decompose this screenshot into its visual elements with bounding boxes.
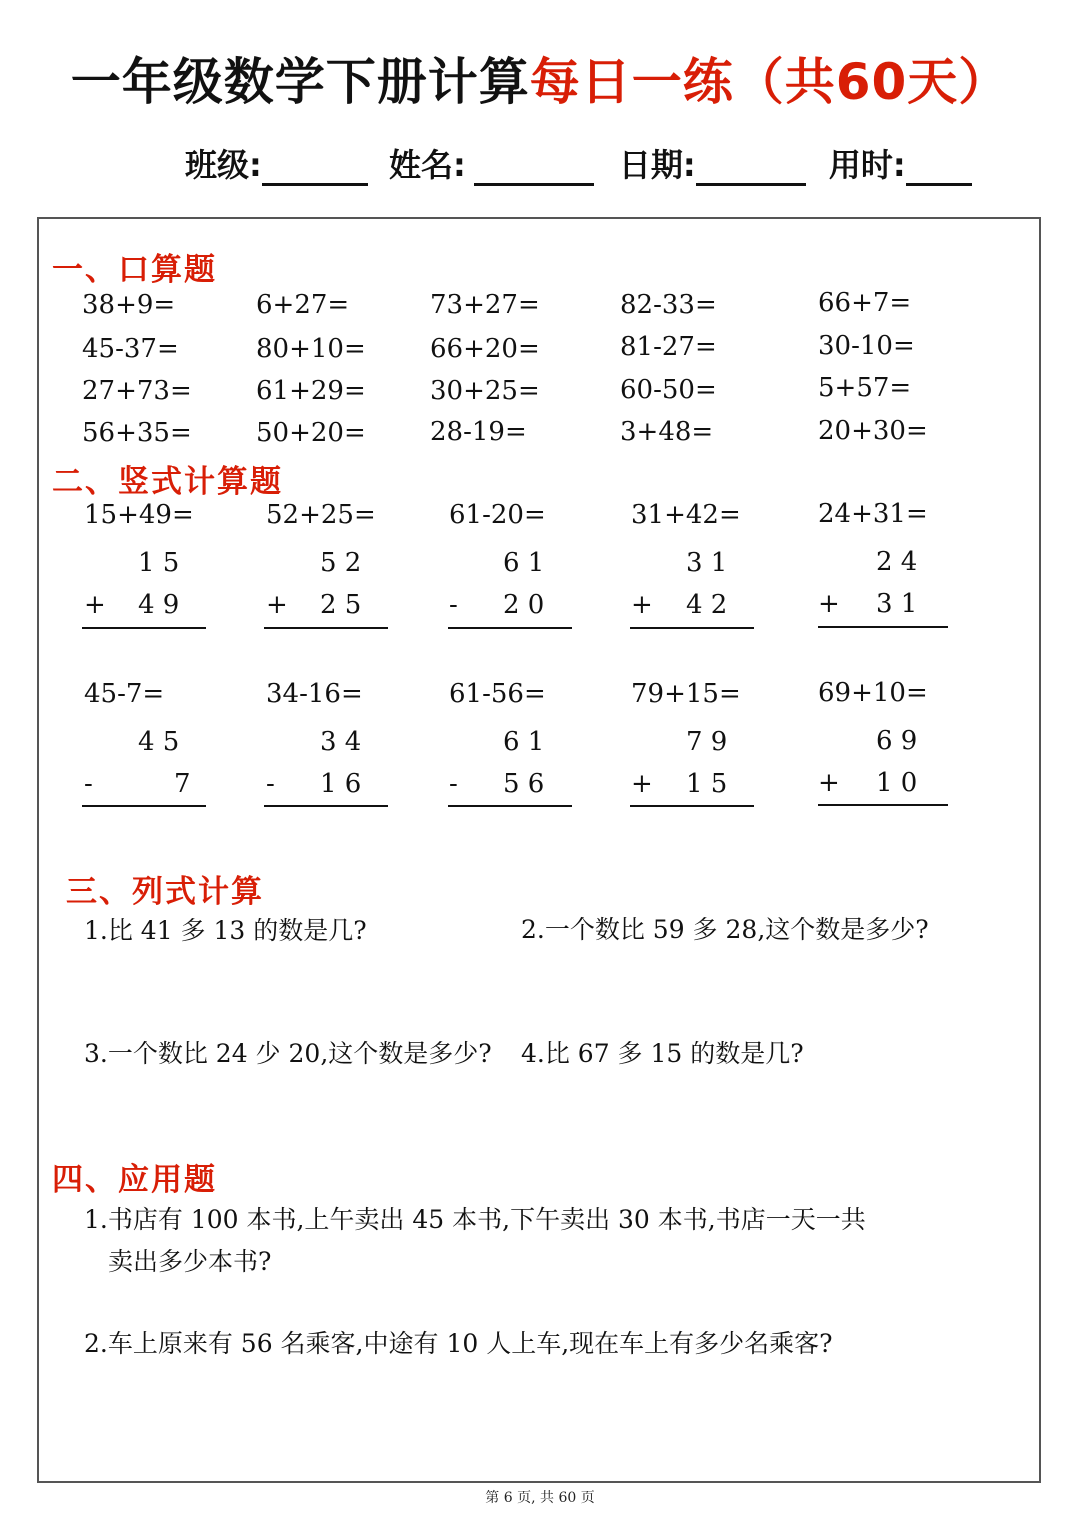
vertical-top-digits: 3 4 <box>320 727 362 757</box>
date-label: 日期: <box>618 146 696 184</box>
vertical-expression: 52+25= <box>266 500 376 530</box>
mental-item: 5+57= <box>818 373 912 403</box>
expression-question: 3.一个数比 24 少 20,这个数是多少? <box>84 1039 492 1068</box>
vertical-expression: 31+42= <box>631 500 741 530</box>
vertical-operator: - <box>266 769 275 799</box>
vertical-top-digits: 6 9 <box>876 726 918 756</box>
vertical-expression: 15+49= <box>84 500 194 530</box>
word-problem-line: 卖出多少本书? <box>108 1247 272 1276</box>
vertical-bottom-digits: 7 <box>174 769 191 799</box>
time-blank[interactable] <box>906 149 972 186</box>
answer-line <box>818 626 948 628</box>
mental-item: 66+7= <box>818 288 912 318</box>
mental-item: 30+25= <box>430 376 540 406</box>
answer-line <box>818 804 948 806</box>
mental-item: 61+29= <box>256 376 366 406</box>
expression-question: 4.比 67 多 15 的数是几? <box>521 1039 804 1068</box>
date-blank[interactable] <box>696 149 806 186</box>
vertical-expression: 61-20= <box>449 500 546 530</box>
vertical-bottom-digits: 1 0 <box>876 768 918 798</box>
vertical-expression: 79+15= <box>631 679 741 709</box>
vertical-expression: 61-56= <box>449 679 546 709</box>
mental-item: 38+9= <box>82 290 176 320</box>
vertical-expression: 45-7= <box>84 679 165 709</box>
page-footer: 第 6 页, 共 60 页 <box>485 1490 595 1506</box>
vertical-operator: + <box>818 768 840 798</box>
expression-question: 1.比 41 多 13 的数是几? <box>84 916 367 945</box>
vertical-expression: 24+31= <box>818 499 928 529</box>
vertical-expression: 34-16= <box>266 679 363 709</box>
word-problem-line: 1.书店有 100 本书,上午卖出 45 本书,下午卖出 30 本书,书店一天一共 <box>84 1205 866 1234</box>
vertical-top-digits: 3 1 <box>686 548 728 578</box>
vertical-top-digits: 1 5 <box>138 548 180 578</box>
mental-item: 27+73= <box>82 376 192 406</box>
mental-item: 66+20= <box>430 334 540 364</box>
vertical-expression: 69+10= <box>818 678 928 708</box>
title-red: 每日一练（共60天） <box>529 53 1010 111</box>
time-label: 用时: <box>828 146 906 184</box>
answer-line <box>448 627 572 629</box>
vertical-top-digits: 7 9 <box>686 727 728 757</box>
name-label: 姓名: <box>388 146 466 184</box>
vertical-operator: + <box>631 769 653 799</box>
worksheet-frame <box>37 217 1041 1483</box>
answer-line <box>448 805 572 807</box>
mental-item: 56+35= <box>82 418 192 448</box>
answer-line <box>630 805 754 807</box>
vertical-operator: + <box>84 590 106 620</box>
vertical-bottom-digits: 2 5 <box>320 590 362 620</box>
section2-heading: 二、竖式计算题 <box>52 464 283 500</box>
mental-item: 60-50= <box>620 375 717 405</box>
title-black: 一年级数学下册计算 <box>70 53 530 111</box>
mental-item: 80+10= <box>256 334 366 364</box>
mental-item: 20+30= <box>818 416 928 446</box>
expression-question: 2.一个数比 59 多 28,这个数是多少? <box>521 915 929 944</box>
mental-item: 50+20= <box>256 418 366 448</box>
mental-item: 81-27= <box>620 332 717 362</box>
word-problem-line: 2.车上原来有 56 名乘客,中途有 10 人上车,现在车上有多少名乘客? <box>84 1329 833 1358</box>
vertical-bottom-digits: 1 5 <box>686 769 728 799</box>
answer-line <box>82 627 206 629</box>
mental-item: 3+48= <box>620 417 714 447</box>
vertical-operator: + <box>818 589 840 619</box>
vertical-top-digits: 4 5 <box>138 727 180 757</box>
vertical-operator: - <box>84 769 93 799</box>
mental-item: 28-19= <box>430 417 527 447</box>
mental-item: 6+27= <box>256 290 350 320</box>
mental-item: 45-37= <box>82 334 179 364</box>
section3-heading: 三、列式计算 <box>66 874 264 910</box>
vertical-operator: - <box>449 590 458 620</box>
page-title <box>0 42 1080 114</box>
class-label: 班级: <box>185 146 262 184</box>
vertical-bottom-digits: 4 2 <box>686 590 728 620</box>
vertical-bottom-digits: 3 1 <box>876 589 918 619</box>
vertical-top-digits: 2 4 <box>876 547 918 577</box>
vertical-top-digits: 6 1 <box>503 548 545 578</box>
section1-heading: 一、口算题 <box>52 252 217 288</box>
class-blank[interactable] <box>262 149 368 186</box>
answer-line <box>82 805 206 807</box>
answer-line <box>630 627 754 629</box>
student-info-row <box>185 140 972 184</box>
mental-item: 73+27= <box>430 290 540 320</box>
mental-item: 82-33= <box>620 290 717 320</box>
vertical-operator: + <box>266 590 288 620</box>
vertical-bottom-digits: 5 6 <box>503 769 545 799</box>
section4-heading: 四、应用题 <box>52 1162 217 1198</box>
vertical-top-digits: 5 2 <box>320 548 362 578</box>
vertical-bottom-digits: 4 9 <box>138 590 180 620</box>
name-blank[interactable] <box>474 149 594 186</box>
vertical-top-digits: 6 1 <box>503 727 545 757</box>
vertical-bottom-digits: 2 0 <box>503 590 545 620</box>
vertical-operator: - <box>449 769 458 799</box>
vertical-bottom-digits: 1 6 <box>320 769 362 799</box>
answer-line <box>264 627 388 629</box>
mental-item: 30-10= <box>818 331 915 361</box>
answer-line <box>264 805 388 807</box>
vertical-operator: + <box>631 590 653 620</box>
